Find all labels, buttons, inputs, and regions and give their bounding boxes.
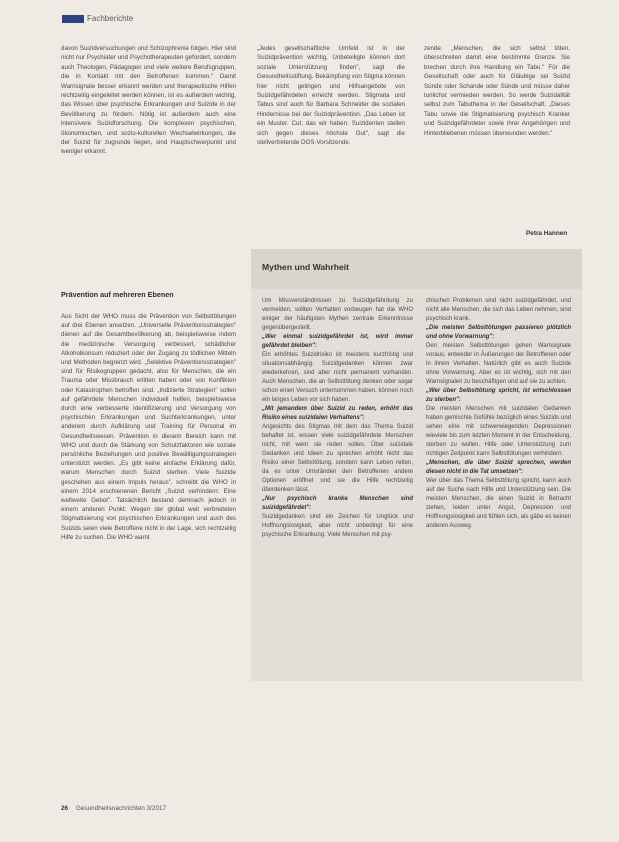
myth-question: „Mit jemandem über Suizid zu reden, erhöht das Risiko eines suizidalen Verhaltens": xyxy=(262,406,413,421)
myth-answer: Die meisten Menschen mit suizidalen Gedanken haben gemischte Gefühle bezüglich eines Suizids und sehen eine mit schwerwiegenden Depressionen wieviele bis zum letzten Moment in der Entscheidung, sterben zu wollen. Hilfe oder Unterstützung zum richtigen Zeitpunkt kann Selbsttötungen verhindern. xyxy=(426,406,571,457)
column-1-top xyxy=(61,44,236,157)
body-text: davon Suizidversuchungen und Schizophrenie folgen. Hier sind nicht nur Psychiater und Psychotherapeuten gefordert, sondern auch Theologen, Pädagogen und viele weitere Berufsgruppen, die in Kontakt mit den Betroffenen kommen." Damit Warnsignale besser erkannt werden und therapeutische Hilfen rechtzeitig eingeleitet werden können, ist es außerdem wichtig, das Wissen über psychische Erkrankungen und Suizide in der Bevölkerung zu fördern. Nötig ist außerdem auch eine intensivere Suizidforschung. Die komplexen psychischen, ökonomischen, und sozio-kulturellen Wechselwirkungen, die der Suizid für zugrunde liegen, sind Hauptschwerpunkt und weniger erkannt. xyxy=(61,45,236,156)
myth-answer: Angesichts des Stigmas mit dem das Thema Suizid behaftet ist, wissen viele suizidgefährdete Menschen nicht, mit wem sie reden sollen. Über suizidale Gedanken und Ideen zu sprechen erhöht nicht das Risiko einer Selbsttötung, sondern kann Leben retten, da es unter Umständen den Betroffenen andere Optionen eröffnet und sie die Hilfe rechtzeitig überdenken lässt. xyxy=(262,424,413,493)
info-box-title: Mythen und Wahrheit xyxy=(262,262,350,272)
publication-name: Gesundheitsnachrichten 3/2017 xyxy=(75,805,167,812)
myth-answer: Den meisten Selbsttötungen gehen Warnsignale voraus, entweder in Äußerungen der Betroffenen oder in ihrem Verhalten. Natürlich gibt es auch Suizide ohne Vorwarnung. Aber es ist wichtig, sich mit den Warnsignalen zu beschäftigen und auf sie zu achten. xyxy=(426,343,571,385)
info-box-column-2 xyxy=(426,297,571,531)
myth-item xyxy=(426,387,571,459)
body-text: Aus Sicht der WHO muss die Prävention von Selbsttötungen auf drei Ebenen ansetzen. „Universelle Präventionsstrategien" dienen auf die Gesamtbevölkerung ab, beispielsweise indem die medizinische Versorgung verbessert, schädlicher Alkoholkonsum reduziert oder der Zugang zu tödlichen Mitteln und Methoden begrenzt wird. „Selektive Präventionsstrategien" sind für Risikogruppen gedacht, also für Menschen, die ein Trauma oder Missbrauch erlitten haben oder von Konflikten oder Katastrophen betroffen sind. „Indizierte Strategien" sollen auf gefährdete Menschen individuell helfen, beispielsweise durch eine verbesserte Identifizierung und Versorgung von psychischen Erkrankungen und Suchterkrankungen, unter anderem durch Aufklärung und Training für Personal im Gesundheitswesen. Prävention in diesem Bereich kann mit WHO und durch die Stärkung von Schutzfaktoren wie soziale persönliche Beziehungen und positive Bewältigungsstrategien unterstützt werden. „Es gibt keine einfache Erklärung dafür, warum Menschen durch Suizid sterben. Viele Suizide geschehen aus einem Impuls heraus", schreibt die WHO in einem 2014 erschienenen Bericht „Suizid verhindern: Eine weltweite Gebot". Tatsächlich bestand demnach jedoch in einem anderen Punkt: Wegen der global weit verbreiteten Stigmatisierung von psychischen Erkrankungen und auch des Suizids seien viele Betroffene nicht in der Lage, sich rechtzeitig Hilfe zu suchen. Die WHO warnt xyxy=(61,313,236,541)
myth-question: „Menschen, die über Suizid sprechen, werden diesen nicht in die Tat umsetzen": xyxy=(426,460,571,475)
author-signature: Petra Hannen xyxy=(526,230,568,237)
page-footer xyxy=(61,805,166,812)
myth-answer: Ein erhöhtes Suizidrisiko ist meistens kurzfristig und situationsabhängig. Suizidgedanken können zwar wiederkehren, sind aber nicht permanent vorhanden. Auch Menschen, die an Selbsttötung denken oder sogar schon einen Versuch unternommen haben, können noch ein langes Leben vor sich haben. xyxy=(262,352,413,403)
column-3 xyxy=(424,44,570,138)
myth-question: „Die meisten Selbsttötungen passieren plötzlich und ohne Vorwarnung": xyxy=(426,325,571,340)
column-1-bottom xyxy=(61,312,236,542)
myth-item xyxy=(262,333,413,405)
column-2 xyxy=(257,44,405,147)
myth-question: „Wer einmal suizidgefährdet ist, wird immer gefährdet bleiben": xyxy=(262,334,413,349)
myth-question: „Wer über Selbsttötung spricht, ist entschlossen zu sterben": xyxy=(426,388,571,403)
myth-item xyxy=(426,459,571,531)
info-box-column-1 xyxy=(262,297,413,540)
heading-prevention: Prävention auf mehreren Ebenen xyxy=(61,290,174,299)
myth-item xyxy=(262,405,413,495)
myth-answer: Suizidgedanken sind ein Zeichen für Unglück und Hoffnungslosigkeit, aber nicht unbedingt für eine psychische Erkrankung. Viele Menschen mit psy- xyxy=(262,514,413,538)
header-color-bar xyxy=(62,15,84,23)
myth-answer: Wer über das Thema Selbsttötung spricht, kann auch auf der Suche nach Hilfe und Unterstützung sein. Die meisten Menschen, die einen Suizid in Betracht ziehen, leiden unter Angst, Depression und Hoffnungslosigkeit und fühlen sich, als gäbe es keinen anderen Ausweg. xyxy=(426,478,571,529)
body-text: zende. „Menschen, die sich selbst töten, überschreiten damit eine bestimmte Grenze. Sie brechen durch ihre Handlung ein Tabu." Für die Gesellschaft oder auch für Gläubige sei Suizid Sünde oder Schande oder Sünde und müsse daher tunlichst vermieden werden. So werde Suizidalität selbst zum Tabuthema in der Gesellschaft. „Dieses Tabu sowie die Stigmatisierung psychisch Kranker und Suizidgefährdeter sowie ihrer Angehörigen und Hinterbliebenen müssen überwunden werden." xyxy=(424,45,570,137)
body-text: „Jedes gesellschaftliche Umfeld ist in der Suizidprävention wichtig, Unbeteiligte können dort soziale Unterstützung finden", sagt die Gesundheitsstiftung. Bekämpfung von Stigma können hier nicht gelingen und Hilfsangebote von Suizidgefährdeten erreicht werden. Stigmata und Tabus sind auch für Barbara Schneider die sozialen Hindernisse bei der Suizidprävention. „Das Leben ist ein Muster. Cut, das wir haben. Suizidenten stellen sich gegen dieses höchste Gut", sagt die stellvertretende DGS-Vorsitzende. xyxy=(257,45,405,147)
myth-item xyxy=(426,324,571,387)
section-heading xyxy=(61,290,236,299)
section-header xyxy=(62,14,133,23)
page-number: 26 xyxy=(61,805,69,812)
myth-answer-continued: chischen Problemen sind nicht suizidgefährdet, und nicht alle Menschen, die sich das Leben nehmen, sind psychisch krank. xyxy=(426,298,571,322)
section-label: Fachberichte xyxy=(87,14,134,23)
myth-item xyxy=(262,495,413,540)
myth-question: „Nur psychisch kranke Menschen sind suizidgefährdet": xyxy=(262,496,413,511)
box-intro: Um Missverständnissen zu Suizidgefährdung zu vermeiden, sollten Verhalten vorbeugen hat die WHO einiger der häufigsten Mythen zentrale Erkenntnisse gegenübergestellt. xyxy=(262,298,413,331)
